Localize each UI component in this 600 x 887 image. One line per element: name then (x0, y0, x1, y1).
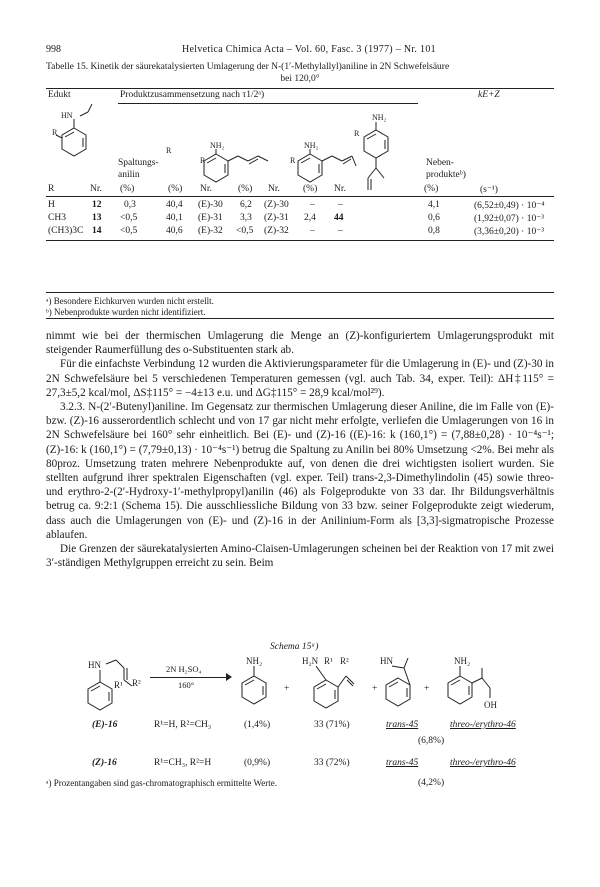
cell-nr: 14 (92, 226, 102, 236)
product-z-nh2-label: NH₂ (304, 141, 319, 150)
cell-spalt: 0,3 (124, 200, 136, 210)
product-para-r-label: R (354, 129, 360, 138)
col-unit: (s⁻¹) (480, 185, 498, 195)
cell-n3: 44 (334, 213, 344, 223)
cell-spalt: <0,5 (120, 213, 138, 223)
cell-neben: 0,8 (428, 226, 440, 236)
cell-p2: 6,2 (240, 200, 252, 210)
body-text (46, 329, 554, 570)
footnote-rule (46, 318, 554, 319)
cell-spalt: <0,5 (120, 226, 138, 236)
scheme-product-45-structure (378, 652, 428, 712)
table-bottom-rule (46, 292, 554, 293)
table-header-rule (46, 240, 554, 241)
scheme-p45: trans-45 (386, 720, 419, 730)
scheme-r2-label: R² (132, 678, 141, 688)
cell-n1: (E)-31 (198, 213, 223, 223)
scheme-label: (E)-16 (92, 720, 118, 730)
cell-k: (1,92±0,07) · 10⁻³ (474, 214, 545, 224)
cell-p3: – (310, 226, 315, 236)
cell-R: CH3 (48, 213, 66, 223)
scheme-p46pct: (6,8%) (418, 736, 445, 746)
scheme-title: Schema 15ᵃ) (270, 642, 319, 652)
paragraph-1: nimmt wie bei der thermischen Umlagerung die Menge an (Z)-konfiguriertem Umlagerungsprodukt mit steigender Raumerfüllung des o-Substituenten stark ab. (46, 330, 554, 357)
cell-R: H (48, 200, 55, 210)
header-produkt: Produktzusammensetzung nach τ1/2ᵃ) (120, 90, 265, 100)
edukt-r-label: R (52, 128, 58, 137)
cell-R: (CH3)3C (48, 226, 84, 236)
plus-1: + (284, 684, 290, 694)
cell-p2: <0,5 (236, 226, 254, 236)
cell-nr: 13 (92, 213, 102, 223)
scheme-nh2-label-2: NH₂ (454, 656, 471, 666)
scheme-label: (Z)-16 (92, 758, 117, 768)
table-caption (46, 61, 554, 85)
paragraph-4: Die Grenzen der säurekatalysierten Amino-Claisen-Umlagerungen scheinen bei der Reaktion von 17 mit zwei 3′-ständigen Methylgruppen erreicht zu sein. Beim (46, 543, 554, 570)
scheme-p46: threo-/erythro-46 (450, 758, 516, 768)
table-footnote-b: ᵇ) Nebenprodukte wurden nicht identifiziert. (46, 307, 206, 317)
product-para-structure (352, 112, 402, 198)
col-nr-2: Nr. (268, 184, 280, 194)
scheme-subst: R¹=CH₃, R²=H (154, 758, 212, 768)
col-nr-3: Nr. (334, 184, 346, 194)
edukt-structure (52, 104, 112, 164)
cell-nr: 12 (92, 200, 102, 210)
product-para-nh2-label: NH₂ (372, 113, 387, 122)
cell-k: (3,36±0,20) · 10⁻³ (474, 227, 545, 237)
column-header-rule (46, 196, 554, 197)
product-e-structure (196, 140, 274, 188)
col-nr-1: Nr. (200, 184, 212, 194)
cell-n2: (Z)-30 (264, 200, 289, 210)
scheme-nh2-label: NH₂ (246, 656, 263, 666)
scheme-p45: trans-45 (386, 758, 419, 768)
col-pct-spalt: (%) (120, 184, 135, 194)
cell-n1: (E)-32 (198, 226, 223, 236)
cell-n1: (E)-30 (198, 200, 223, 210)
cell-p3: 2,4 (304, 213, 316, 223)
scheme-hn-label: HN (88, 660, 101, 670)
spaltung-r-label: R (166, 146, 172, 155)
arrow-temperature: 160° (178, 680, 195, 690)
scheme-footnote: ᵃ) Prozentangaben sind gas-chromatographisch ermittelte Werte. (46, 778, 277, 788)
col-pct-1: (%) (168, 184, 183, 194)
header-neben-1: Neben- (426, 158, 454, 168)
scheme-subst: R¹=H, R²=CH₃ (154, 720, 212, 730)
table-top-rule (46, 88, 554, 89)
scheme-pct: (0,9%) (244, 758, 271, 768)
header-neben-2: produkteᵇ) (426, 170, 466, 180)
arrow-reagent: 2N H₂SO₄ (166, 664, 202, 674)
page-number: 998 (46, 44, 61, 55)
header-k: kE+Z (478, 90, 500, 100)
cell-p3: – (310, 200, 315, 210)
scheme-p46: threo-/erythro-46 (450, 720, 516, 730)
edukt-hn-label: HN (61, 111, 73, 120)
reaction-arrow (150, 677, 230, 678)
table-footnote-a: ᵃ) Besondere Eichkurven wurden nicht erstellt. (46, 296, 214, 306)
col-R: R (48, 184, 55, 194)
cell-p2: 3,3 (240, 213, 252, 223)
paragraph-2: Für die einfachste Verbindung 12 wurden die Aktivierungsparameter für die Umlagerung in (E)- und (Z)-30 in 2N Schwefelsäure bei 5 verschiedenen Temperaturen gemessen (vgl. auch Tab. 34, exper. Teil): ΔH‡115° = 27,3±5,2 kcal/mol, ΔS‡115° = −4±13 e.u. und ΔG‡115° = 28,9 kcal/mol²⁹). (46, 358, 554, 399)
scheme-r2-label-2: R² (340, 656, 349, 666)
journal-title: Helvetica Chimica Acta – Vol. 60, Fasc. 3 (1977) – Nr. 101 (182, 44, 436, 55)
cell-p1: 40,6 (166, 226, 183, 236)
scheme-reactant-structure (74, 656, 164, 720)
scheme-hn-label-2: HN (380, 656, 393, 666)
cell-neben: 0,6 (428, 213, 440, 223)
paragraph-3: 3.2.3. N-(2′-Butenyl)aniline. Im Gegensatz zur thermischen Umlagerung dieser Aniline, die im Falle von (E)- bzw. (Z)-16 ausserordentlich schlecht und von 17 gar nicht mehr erfolgte, verliefen die Umlagerungen von 16 in 2N Schwefelsäure bei 160° sehr einheitlich. Bei (E)- und (Z)-16 ((E)-16: k (160,1°) = (7,88±0,28) · 10⁻⁴s⁻¹; (Z)-16: k (160,1°) = (7,79±0,13) · 10⁻⁴s⁻¹) betrug die Spaltung zu Anilin bei 80% Umsetzung <2%. Bei mehr als 80proz. Umsetzung traten mehrere Nebenprodukte auf, von denen die drei wichtigsten isoliert wurden. Sie stellten aufgrund ihrer spektralen Eigenschaften (vgl. exper. Teil) trans-2,3-Dimethylindolin (45) sowie threo- und erythro-2-(2′-Hydroxy-1′-methylpropyl)anilin (46) als Folgeprodukte von 33 dar. Ihr Bildungsverhältnis betrug ca. 9:2:1 (Schema 15). Die ausschliessliche Bildung von 33 bzw. seiner Folgeprodukte zeigt wiederum, dass auch die Umlagerungen von (E)- und (Z)-16 in der Anilinium-Form als [3,3]-sigmatropische Prozesse ablaufen. (46, 401, 554, 541)
cell-k: (6,52±0,49) · 10⁻⁴ (474, 201, 545, 211)
header-spaltung-2: anilin (118, 170, 140, 180)
scheme-h2n-label: H₂N (302, 656, 319, 666)
cell-neben: 4,1 (428, 200, 440, 210)
cell-n3: – (338, 226, 343, 236)
scheme-r1-label: R¹ (114, 680, 123, 690)
col-pct-2: (%) (238, 184, 253, 194)
cell-p1: 40,1 (166, 213, 183, 223)
scheme-pct: (1,4%) (244, 720, 271, 730)
col-pct-neben: (%) (424, 184, 439, 194)
cell-p1: 40,4 (166, 200, 183, 210)
scheme-p33: 33 (72%) (314, 758, 350, 768)
product-z-r-label: R (290, 156, 296, 165)
table-caption-line2: bei 120,0° (280, 74, 320, 84)
header-spaltung-1: Spaltungs- (118, 158, 159, 168)
scheme-p46pct: (4,2%) (418, 778, 445, 788)
scheme-product-46-structure (440, 652, 510, 716)
plus-2: + (372, 684, 378, 694)
spaltung-r-label-2: R (200, 156, 206, 165)
table-caption-line1: Tabelle 15. Kinetik der säurekatalysierten Umlagerung der N-(1′-Methylallyl)aniline in 2N Schwefelsäure (46, 62, 450, 72)
scheme-p33: 33 (71%) (314, 720, 350, 730)
scheme-product-33-structure (238, 652, 290, 712)
col-nr: Nr. (90, 184, 102, 194)
scheme-oh-label: OH (484, 700, 497, 710)
product-header-underline (118, 103, 418, 104)
cell-n2: (Z)-32 (264, 226, 289, 236)
cell-n3: – (338, 200, 343, 210)
reaction-arrow-head (226, 673, 232, 681)
scheme-product-33b-structure (300, 652, 370, 712)
scheme-r1-label-2: R¹ (324, 656, 333, 666)
col-pct-3: (%) (303, 184, 318, 194)
product-e-nh2-label: NH₂ (210, 141, 225, 150)
plus-3: + (424, 684, 430, 694)
header-edukt: Edukt (48, 90, 71, 100)
cell-n2: (Z)-31 (264, 213, 289, 223)
